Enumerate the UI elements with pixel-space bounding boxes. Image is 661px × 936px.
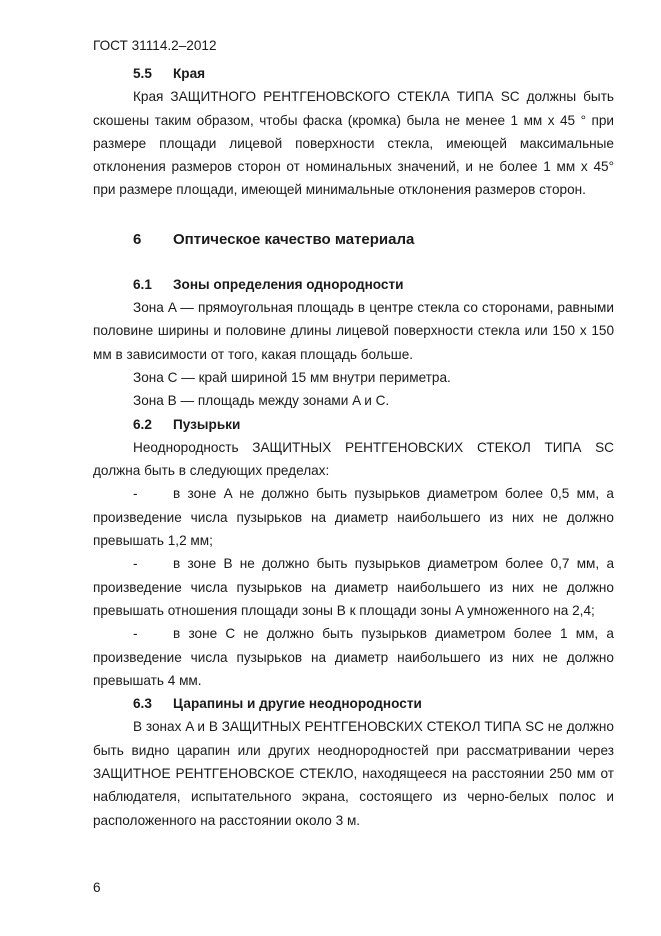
section-6-3-heading (93, 692, 614, 715)
list-dash: - (133, 486, 138, 502)
section-number: 6.1 (133, 276, 152, 292)
section-title: Царапины и другие неоднородности (173, 696, 422, 712)
section-6-2-heading (93, 413, 614, 436)
list-item-text: в зоне B не должно быть пузырьков диаметром более 0,7 мм, а произведение числа пузырьков на диаметр наибольшего из них не должно превышать отношения площади зоны B к площади зоны A умноженного на 2,4; (93, 556, 614, 618)
section-5-5-heading (93, 62, 614, 85)
list-dash: - (133, 556, 138, 572)
document-header: ГОСТ 31114.2–2012 (93, 38, 217, 53)
zone-b-text: Зона B — площадь между зонами A и C. (133, 393, 390, 409)
section-6-heading (93, 228, 614, 252)
section-title: Оптическое качество материала (173, 230, 415, 248)
list-item (93, 622, 614, 692)
section-6-1-heading (93, 273, 614, 296)
list-item (93, 552, 614, 622)
list-item-text: в зоне C не должно быть пузырьков диаметром более 1 мм, а произведение числа пузырьков на диаметр наибольшего из них не должно превышать 4 мм. (93, 626, 614, 688)
bubbles-intro: Неоднородность ЗАЩИТНЫХ РЕНТГЕНОВСКИХ СТЕКОЛ ТИПА SC должна быть в следующих пределах: (93, 439, 614, 479)
section-6-3-text: В зонах A и B ЗАЩИТНЫХ РЕНТГЕНОВСКИХ СТЕКОЛ ТИПА SC не должно быть видно царапин или других неоднородностей при рассматривании через ЗАЩИТНОЕ РЕНТГЕНОВСКОЕ СТЕКЛО, находящееся на расстоянии 250 мм от наблюдателя, испытательного экрана, состоящего из черно-белых полос и расположенного на расстоянии около 3 м. (93, 719, 614, 828)
list-dash: - (133, 626, 138, 642)
list-item-text: в зоне A не должно быть пузырьков диаметром более 0,5 мм, а произведение числа пузырьков на диаметр наибольшего из них не должно превышать 1,2 мм; (93, 486, 614, 549)
page-number: 6 (93, 880, 101, 895)
section-title: Края (173, 66, 206, 81)
zone-c-text: Зона C — край шириной 15 мм внутри периметра. (133, 369, 451, 385)
section-title: Пузырьки (173, 416, 241, 432)
section-5-5-text: Края ЗАЩИТНОГО РЕНТГЕНОВСКОГО СТЕКЛА ТИПА SC должны быть скошены таким образом, чтобы фаска (кромка) была не менее 1 мм x 45 ° при размере площади лицевой поверхности стекла, имеющей максимальные отклонения размеров сторон от номинальных значений, и не более 1 мм x 45° при размере площади, имеющей минимальные отклонения размеров сторон. (93, 89, 614, 198)
section-number: 6.2 (133, 416, 152, 432)
section-title: Зоны определения однородности (173, 276, 404, 292)
list-item (93, 482, 614, 552)
section-number: 6.3 (133, 696, 152, 712)
section-number: 5.5 (133, 66, 152, 81)
section-number: 6 (133, 230, 142, 248)
zone-a-text: Зона A — прямоугольная площадь в центре стекла со сторонами, равными половине ширины и половине длины лицевой поверхности стекла или 150 x 150 мм в зависимости от того, какая площадь больше. (93, 300, 614, 362)
page-body (93, 62, 614, 832)
